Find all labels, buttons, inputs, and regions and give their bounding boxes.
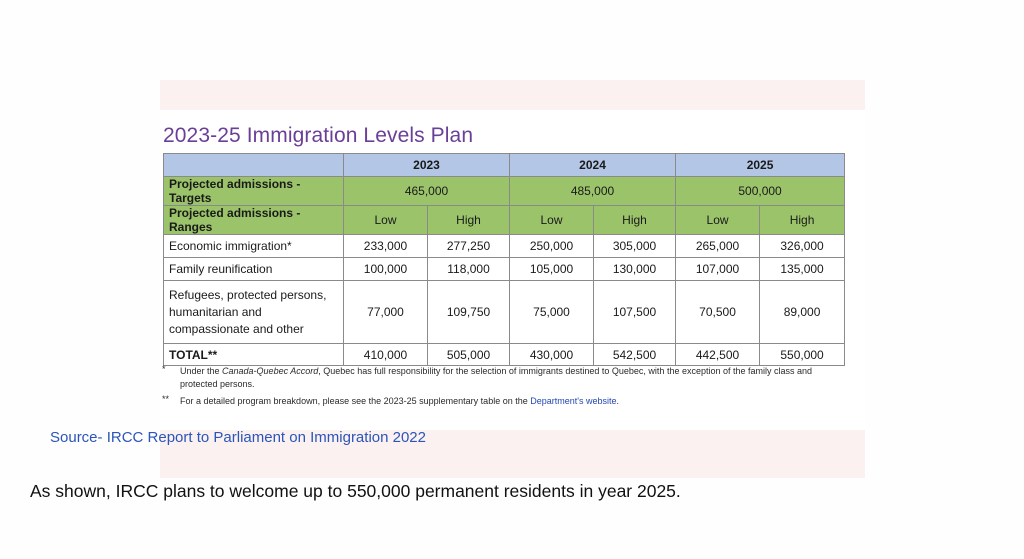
table-cell: 109,750 (428, 281, 510, 344)
targets-label: Projected admissions - Targets (164, 177, 344, 206)
table-cell: 75,000 (510, 281, 594, 344)
department-website-link[interactable]: Department's website (530, 396, 617, 406)
target-2024: 485,000 (510, 177, 676, 206)
targets-row (164, 177, 845, 206)
year-2024-header: 2024 (510, 154, 676, 177)
table-cell: 410,000 (344, 344, 428, 366)
row-label: Family reunification (164, 258, 344, 281)
table-cell: 550,000 (760, 344, 845, 366)
table-cell: 542,500 (594, 344, 676, 366)
table-cell: 430,000 (510, 344, 594, 366)
table-cell: 70,500 (676, 281, 760, 344)
accord-name: Canada-Quebec Accord (222, 366, 319, 376)
table-cell: 77,000 (344, 281, 428, 344)
target-2025: 500,000 (676, 177, 845, 206)
range-2025-high: High (760, 206, 845, 235)
table-cell: 305,000 (594, 235, 676, 258)
year-2023-header: 2023 (344, 154, 510, 177)
total-label: TOTAL** (164, 344, 344, 366)
caption-text: As shown, IRCC plans to welcome up to 550,000 permanent residents in year 2025. (30, 481, 681, 501)
table-cell: 107,500 (594, 281, 676, 344)
target-2023: 465,000 (344, 177, 510, 206)
table-cell: 250,000 (510, 235, 594, 258)
table-cell: 105,000 (510, 258, 594, 281)
table-cell: 130,000 (594, 258, 676, 281)
table-cell: 442,500 (676, 344, 760, 366)
table-cell: 135,000 (760, 258, 845, 281)
range-2023-high: High (428, 206, 510, 235)
table-cell: 107,000 (676, 258, 760, 281)
table-cell: 100,000 (344, 258, 428, 281)
table-row-refugees (164, 281, 845, 344)
year-2025-header: 2025 (676, 154, 845, 177)
table-cell: 89,000 (760, 281, 845, 344)
range-2024-high: High (594, 206, 676, 235)
table-cell: 277,250 (428, 235, 510, 258)
range-2024-low: Low (510, 206, 594, 235)
source-line: Source- IRCC Report to Parliament on Immigration 2022 (50, 429, 426, 446)
footnote-text (180, 395, 840, 408)
table-title: 2023-25 Immigration Levels Plan (163, 124, 474, 147)
table-cell: 118,000 (428, 258, 510, 281)
row-label: Economic immigration* (164, 235, 344, 258)
footnote-prefix: Under the (180, 366, 223, 376)
table-row-total (164, 344, 845, 366)
table-cell: 505,000 (428, 344, 510, 366)
table-row-economic (164, 235, 845, 258)
footnote-marker: * (162, 364, 166, 374)
table-cell: 326,000 (760, 235, 845, 258)
ranges-row (164, 206, 845, 235)
table-row-family (164, 258, 845, 281)
table-cell: 233,000 (344, 235, 428, 258)
footnote-text (180, 365, 840, 391)
range-2025-low: Low (676, 206, 760, 235)
footnote-end: . (616, 396, 620, 406)
immigration-levels-table (163, 153, 845, 366)
range-2023-low: Low (344, 206, 428, 235)
footnote-rest: , Quebec has full responsibility for the selection of immigrants destined to Quebec, with the exception of the family class and protected persons. (180, 366, 813, 389)
year-header-row (164, 154, 845, 177)
footnote-marker: ** (162, 394, 170, 404)
footnote-body: For a detailed program breakdown, please see the 2023-25 supplementary table on the (180, 396, 531, 406)
table-cell: 265,000 (676, 235, 760, 258)
header-blank-cell (164, 154, 344, 177)
row-label: Refugees, protected persons, humanitarian and compassionate and other (164, 281, 344, 344)
ranges-label: Projected admissions - Ranges (164, 206, 344, 235)
